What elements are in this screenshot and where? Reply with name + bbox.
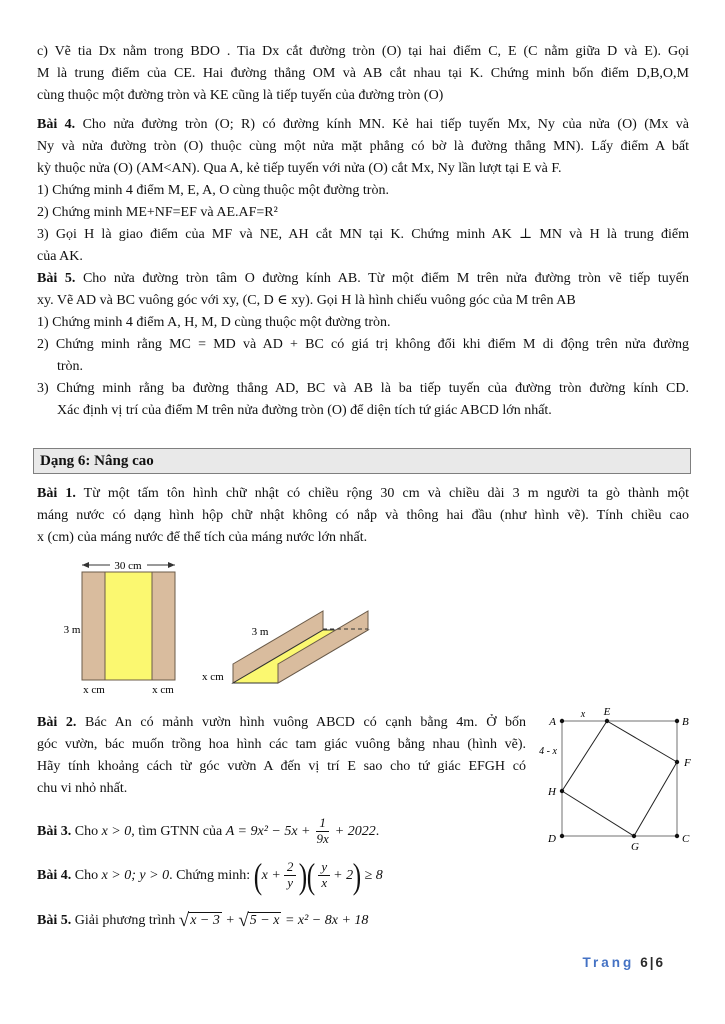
text-line: Ny và nửa đường tròn (O) thuộc cùng một nửa mặt phẳng có bờ là đường thẳng MN). Lấy điểm A bất xyxy=(37,139,689,154)
fraction-denominator: 9x xyxy=(316,831,329,847)
problem-bai4-geometry xyxy=(37,114,689,268)
point-H xyxy=(560,789,564,793)
problem-label: Bài 5. xyxy=(37,271,76,286)
label-G: G xyxy=(631,841,639,853)
outer-square xyxy=(562,721,677,836)
point-E xyxy=(605,719,609,723)
label-E: E xyxy=(603,706,611,718)
figure-flat-sheet xyxy=(60,556,200,705)
math-span: ≥ 8 xyxy=(364,868,383,883)
point-A xyxy=(560,719,564,723)
fraction xyxy=(284,860,297,891)
radical xyxy=(178,910,222,931)
problem-label: Bài 5. xyxy=(37,913,72,928)
sheet-flap-right-label: x cm xyxy=(152,684,174,696)
radical xyxy=(238,910,281,931)
label-F: F xyxy=(684,757,691,769)
text-span: Cho nửa đường tròn (O; R) có đường kính MN. Kẻ hai tiếp tuyến Mx, Ny của nửa (O) (Mx và xyxy=(75,117,689,132)
label-D: D xyxy=(548,833,556,845)
text-line: M là trung điểm của CE. Hai đường thẳng OM và AB cắt nhau tại K. Chứng minh bốn điểm D,B,O,M xyxy=(37,66,689,81)
paragraph-c xyxy=(37,41,689,107)
radical-sign: √ xyxy=(238,910,249,931)
text-line: Hãy tính khoảng cách từ góc vườn A đến vị trí E sao cho tứ giác EFGH có xyxy=(37,759,526,774)
inner-square xyxy=(562,721,677,836)
footer-page-number: 6|6 xyxy=(640,955,665,970)
problem-label: Bài 2. xyxy=(37,715,77,730)
arrowhead-right-icon xyxy=(168,562,175,568)
radicand: x − 3 xyxy=(190,913,220,928)
problem-label: Bài 4. xyxy=(37,868,72,883)
open-paren: ( xyxy=(253,855,262,896)
text-line: kỳ thuộc nửa (O) (AM<AN). Qua A, kẻ tiếp tuyến với nửa (O) cắt Mx, Ny lần lượt tại E và F. xyxy=(37,161,562,176)
open-paren: ( xyxy=(307,855,316,896)
item-1: 1) Chứng minh 4 điểm M, E, A, O cùng thuộc một đường tròn. xyxy=(37,183,389,198)
text-span: . Chứng minh: xyxy=(169,868,254,883)
math-span: + xyxy=(225,913,235,928)
problem-bai3-formula xyxy=(37,812,379,852)
text-line: cùng thuộc một đường tròn và KE cũng là tiếp tuyến của đường tròn (O) xyxy=(37,88,444,103)
point-G xyxy=(632,834,636,838)
point-C xyxy=(675,834,679,838)
channel-height-label: x cm xyxy=(202,671,224,683)
label-C: C xyxy=(682,833,690,845)
problem-label: Bài 4. xyxy=(37,117,76,132)
sheet-middle-strip xyxy=(105,572,152,680)
fraction-denominator: y xyxy=(287,875,293,891)
math-span: x > 0 xyxy=(101,824,132,839)
text-span: Bác An có mảnh vườn hình vuông ABCD có cạnh bằng 4m. Ở bốn xyxy=(76,715,527,730)
close-paren: ) xyxy=(299,855,308,896)
sheet-width-label: 30 cm xyxy=(114,560,142,572)
page-footer xyxy=(582,955,665,970)
text-line: x (cm) của máng nước để thể tích của máng nước lớn nhất. xyxy=(37,530,368,545)
item-2: 2) Chứng minh rằng MC = MD và AD + BC có giá trị không đổi khi điểm M di động trên nửa đường xyxy=(37,337,689,352)
math-span: + 2 xyxy=(333,868,354,883)
section-heading-label: Dạng 6: Nâng cao xyxy=(40,452,154,469)
text-line xyxy=(37,712,526,734)
text-span: Cho nửa đường tròn tâm O đường kính AB. Từ một điểm M trên nửa đường tròn vẽ tiếp tuyến xyxy=(75,271,689,286)
item-2: 2) Chứng minh ME+NF=EF và AE.AF=R² xyxy=(37,205,278,220)
fraction xyxy=(318,860,330,891)
item-2-cont: tròn. xyxy=(57,359,84,374)
problem-bai1 xyxy=(37,483,689,549)
arrowhead-left-icon xyxy=(82,562,89,568)
sheet-height-label: 3 m xyxy=(63,624,81,636)
text-line xyxy=(37,268,689,290)
math-span: + 2022 xyxy=(334,824,376,839)
item-1: 1) Chứng minh 4 điểm A, H, M, D cùng thuộc một đường tròn. xyxy=(37,315,391,330)
label-x: x xyxy=(580,709,586,720)
label-B: B xyxy=(682,716,689,728)
item-3-cont: của AK. xyxy=(37,249,83,264)
figure-channel-3d xyxy=(200,593,455,703)
item-3-cont: Xác định vị trí của điểm M trên nửa đường tròn (O) để diện tích tứ giác ABCD lớn nhất. xyxy=(57,403,552,418)
fraction-denominator: x xyxy=(321,875,328,891)
sheet-flap-left-label: x cm xyxy=(83,684,105,696)
problem-bai4-formula xyxy=(37,852,383,900)
radical-sign: √ xyxy=(178,910,190,931)
text-span: Cho xyxy=(71,824,102,839)
fraction xyxy=(314,816,332,847)
close-paren: ) xyxy=(352,855,362,896)
text-line xyxy=(37,483,689,505)
channel-length-label: 3 m xyxy=(251,626,269,638)
text-span: , tìm GTNN của xyxy=(131,824,226,839)
point-D xyxy=(560,834,564,838)
item-3: 3) Gọi H là giao điểm của MF và NE, AH cắt MN tại K. Chứng minh AK ⊥ MN và H là trung điểm xyxy=(37,227,689,242)
text-line: góc vườn, bác muốn trồng hoa hình các tam giác vuông bằng nhau (hình vẽ). xyxy=(37,737,526,752)
text-span: Giải phương trình xyxy=(71,913,179,928)
problem-bai5-formula xyxy=(37,908,368,934)
math-span: = x² − 8x + 18 xyxy=(284,913,369,928)
text-line: xy. Vẽ AD và BC vuông góc với xy, (C, D ∈ xy). Gọi H là hình chiếu vuông góc của M trên AB xyxy=(37,293,576,308)
problem-bai5-geometry xyxy=(37,268,689,422)
footer-trang-label: Trang xyxy=(582,955,635,970)
radicand: 5 − x xyxy=(249,913,280,928)
label-4-minus-x: 4 - x xyxy=(539,746,557,757)
fraction-numerator: 1 xyxy=(316,816,329,832)
math-span: A = 9x² − 5x + xyxy=(225,824,311,839)
point-F xyxy=(675,760,679,764)
fraction-numerator: 2 xyxy=(284,860,297,876)
section-heading-dang6 xyxy=(33,448,691,474)
item-3: 3) Chứng minh rằng ba đường thẳng AD, BC và AB là ba tiếp tuyến của đường tròn đường kính CD. xyxy=(37,381,689,396)
text-line: chu vi nhỏ nhất. xyxy=(37,781,128,796)
math-span: x + xyxy=(261,868,281,883)
label-A: A xyxy=(549,716,556,728)
text-line: máng nước có dạng hình hộp chữ nhật không có nắp và thông hai đầu (như hình vẽ). Tính chiều cao xyxy=(37,508,689,523)
point-B xyxy=(675,719,679,723)
problem-label: Bài 3. xyxy=(37,824,72,839)
problem-label: Bài 1. xyxy=(37,486,76,501)
text-span: Từ một tấm tôn hình chữ nhật có chiều rộng 30 cm và chiều dài 3 m người ta gò thành một xyxy=(75,486,689,501)
text-line: c) Vẽ tia Dx nằm trong BDO . Tia Dx cắt đường tròn (O) tại hai điểm C, E (C nằm giữa D và E). Gọi xyxy=(37,44,689,59)
problem-bai2 xyxy=(37,712,526,800)
text-span: . xyxy=(375,824,380,839)
text-span: Cho xyxy=(71,868,102,883)
fraction-numerator: y xyxy=(318,860,330,876)
math-span: x > 0; y > 0 xyxy=(101,868,170,883)
text-line xyxy=(37,114,689,136)
label-H: H xyxy=(548,786,556,798)
figure-square-efgh xyxy=(535,702,700,862)
